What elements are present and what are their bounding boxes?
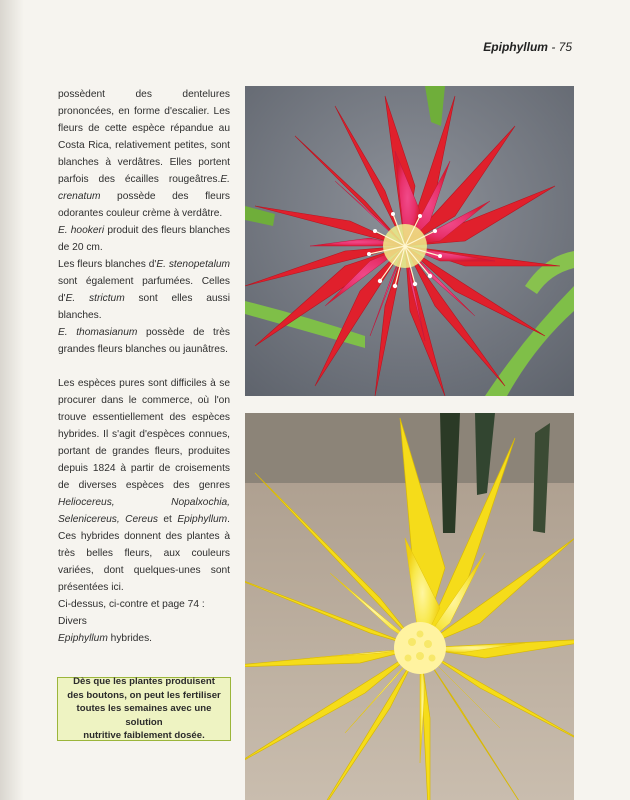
text-run: possèdent des dentelures prononcées, en forme d'escalier. Les fleurs de cette espèce répandue au Costa Rica, relativement petites, sont blanches à verdâtres. Elles portent parfois des écailles rougeâtres.	[58, 89, 230, 185]
red-flower-photo	[245, 86, 574, 396]
tip-line-1: Dès que les plantes produisent	[73, 676, 215, 688]
page-number: - 75	[551, 40, 572, 54]
running-header	[483, 40, 572, 54]
text-run: Epiphyllum	[177, 514, 228, 525]
text-run: E. strictum	[65, 293, 125, 304]
tip-box	[57, 677, 231, 741]
text-run: Les espèces pures sont difficiles à se procurer dans le commerce, où l'on trouve essentiellement des espèces hybrides. Il s'agit d'espèces connues, portant de grandes fleurs, produites depuis 1824 à partir de croisements de diverses espèces des genres	[58, 378, 230, 491]
text-run: Heliocereus, Nopalxochia, Selenicereus, Cereus	[58, 497, 230, 525]
tip-line-4: nutritive faiblement dosée.	[83, 730, 205, 742]
header-title: Epiphyllum	[483, 40, 548, 54]
text-run: E. stenopetalum	[156, 259, 230, 270]
text-run: E. thomasianum	[58, 327, 138, 338]
tip-line-2: des boutons, on peut les fertiliser	[67, 689, 221, 701]
text-run: possède des fleurs odorantes couleur crème à verdâtre.	[58, 191, 230, 219]
body-text-column	[58, 86, 230, 596]
text-run: . Ces hybrides donnent des plantes à très belles fleurs, aux couleurs variées, dont quelques-unes sont présentées ici.	[58, 514, 230, 593]
text-run: sont également parfumées. Celles d'	[58, 276, 230, 304]
text-run: E. hookeri	[58, 225, 105, 236]
page-binding-shadow	[0, 0, 24, 800]
yellow-flower-photo	[245, 413, 574, 800]
caption-text: Ci-dessus, ci-contre et page 74 : Divers	[58, 599, 205, 627]
paragraph-species	[58, 86, 230, 358]
text-run: sont elles aussi blanches.	[58, 293, 230, 321]
text-run: et	[157, 514, 178, 525]
red-flower-image	[245, 86, 574, 396]
caption-after: hybrides.	[107, 633, 153, 644]
paragraph-hybrids	[58, 375, 230, 596]
caption-italic: Epiphyllum	[58, 633, 108, 644]
text-run: E. crenatum	[58, 174, 230, 202]
photo-caption	[58, 596, 230, 647]
yellow-flower-image	[245, 413, 574, 800]
text-run: Les fleurs blanches d'	[58, 259, 157, 270]
text-run: possède de très grandes fleurs blanches ou jaunâtres.	[58, 327, 230, 355]
tip-line-3: toutes les semaines avec une solution	[76, 703, 212, 728]
text-run: produit des fleurs blanches de 20 cm.	[58, 225, 231, 253]
